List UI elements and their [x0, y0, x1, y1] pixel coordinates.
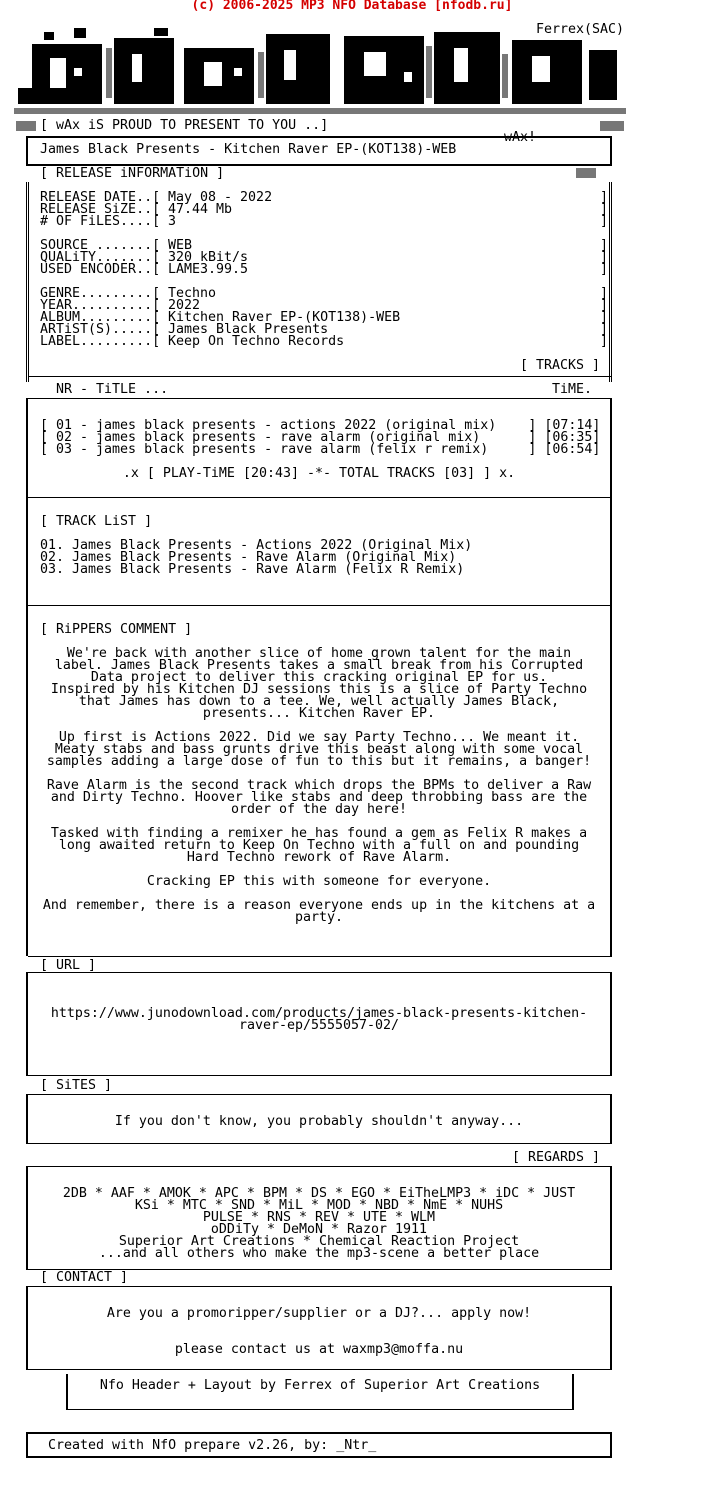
track-list-heading: [ TRACK LiST ]	[40, 514, 153, 529]
comment-heading: [ RiPPERS COMMENT ]	[40, 622, 193, 637]
release-info-bracket: ]	[600, 214, 609, 229]
release-info-label: RELEASE SiZE..[	[40, 202, 161, 217]
release-info-corner	[576, 168, 596, 178]
contact-box	[26, 1286, 612, 1370]
comment-line: Meaty stabs and bass grunts drive this beast along with some vocal	[54, 742, 584, 757]
release-info-label: USED ENCODER..[	[40, 262, 161, 277]
track-line: [ 03 - james black presents - rave alarm (felix r remix) ] [06:54]	[40, 442, 601, 457]
tracks-divider	[28, 376, 612, 377]
track-line: [ 01 - james black presents - actions 2022 (original mix) ] [07:14]	[40, 418, 601, 433]
release-info-bracket: ]	[600, 322, 609, 337]
tracks-summary: .x [ PLAY-TiME [20:43] -*- TOTAL TRACKS [03] ] x.	[122, 466, 516, 481]
release-info-value: James Black Presents	[168, 322, 329, 337]
tracks-heading: [ TRACKS ]	[520, 358, 601, 373]
release-info-label: ARTiST(S).....[	[40, 322, 161, 337]
regards-line: oDDiTy * DeMoN * Razor 1911	[210, 1222, 428, 1237]
contact-email[interactable]: please contact us at waxmp3@moffa.nu	[174, 1342, 464, 1357]
release-info-value: May 08 - 2022	[168, 190, 273, 205]
presents-bar-left	[16, 121, 36, 131]
comment-line: label. James Black Presents takes a small break from his Corrupted	[54, 658, 584, 673]
comment-line: and Dirty Techno. Hoover like stabs and deep throbbing bass are the	[50, 790, 588, 805]
url-line[interactable]: https://www.junodownload.com/products/james-black-presents-kitchen-	[50, 1006, 588, 1021]
comment-line: We're back with another slice of home grown talent for the main	[66, 646, 572, 661]
artist-tag: Ferrex(SAC)	[536, 22, 625, 37]
contact-heading: [ CONTACT ]	[40, 1270, 129, 1285]
release-info-bracket: ]	[600, 298, 609, 313]
comment-line: presents... Kitchen Raver EP.	[202, 706, 436, 721]
comment-line: long awaited return to Keep On Techno with a full on and pounding	[58, 838, 580, 853]
comment-line: Tasked with finding a remixer he has found a gem as Felix R makes a	[50, 826, 588, 841]
comment-line: Data project to deliver this cracking original EP for us.	[90, 670, 548, 685]
comment-divider	[28, 956, 612, 957]
sites-heading: [ SiTES ]	[40, 1078, 113, 1093]
release-info-label: YEAR..........[	[40, 298, 161, 313]
comment-line: Hard Techno rework of Rave Alarm.	[186, 850, 452, 865]
release-info-bracket: ]	[600, 334, 609, 349]
release-info-bracket: ]	[600, 310, 609, 325]
tracks-col-nr: NR - TiTLE ...	[56, 382, 169, 397]
release-info-bracket: ]	[600, 202, 609, 217]
release-info-label: GENRE.........[	[40, 286, 161, 301]
release-info-label: SOURCE .......[	[40, 238, 161, 253]
sites-text: If you don't know, you probably shouldn't anyway...	[114, 1114, 524, 1129]
comment-line: Inspired by his Kitchen DJ sessions this is a slice of Party Techno	[50, 682, 588, 697]
regards-heading: [ REGARDS ]	[512, 1150, 601, 1165]
regards-line: PULSE * RNS * REV * UTE * WLM	[202, 1210, 436, 1225]
release-info-label: LABEL.........[	[40, 334, 161, 349]
regards-line: Superior Art Creations * Chemical Reaction Project	[118, 1234, 520, 1249]
release-info-label: # OF FiLES....[	[40, 214, 161, 229]
group-tag: wAx!	[504, 130, 537, 145]
track-line: [ 02 - james black presents - rave alarm (original mix) ] [06:35]	[40, 430, 601, 445]
comment-line: Cracking EP this with someone for everyone.	[146, 874, 492, 889]
tracks-col-time: TiME.	[552, 382, 593, 397]
presents-line: [ wAx iS PROUD TO PRESENT TO YOU ..]	[40, 118, 329, 133]
release-info-bracket: ]	[600, 286, 609, 301]
release-info-bracket: ]	[600, 262, 609, 277]
comment-line: that James has down to a tee. We, well actually James Black,	[78, 694, 560, 709]
layout-credit: Nfo Header + Layout by Ferrex of Superior Art Creations	[99, 1378, 541, 1393]
release-info-label: QUALiTY.......[	[40, 250, 161, 265]
track-list-item: 01. James Black Presents - Actions 2022 (Original Mix)	[40, 538, 473, 553]
comment-line: Up first is Actions 2022. Did we say Party Techno... We meant it.	[58, 730, 580, 745]
footer-text: Created with NfO prepare v2.26, by: _Ntr_	[48, 1438, 377, 1453]
regards-line: KSi * MTC * SND * MiL * MOD * NBD * NmE * NUHS	[134, 1198, 504, 1213]
comment-line: Rave Alarm is the second track which drops the BPMs to deliver a Raw	[46, 778, 592, 793]
release-title: James Black Presents - Kitchen Raver EP-(KOT138)-WEB	[40, 142, 457, 157]
release-info-value: 47.44 Mb	[168, 202, 233, 217]
track-list-item: 02. James Black Presents - Rave Alarm (Original Mix)	[40, 550, 457, 565]
regards-line: 2DB * AAF * AMOK * APC * BPM * DS * EGO * EiTheLMP3 * iDC * JUST	[62, 1186, 576, 1201]
release-info-heading: [ RELEASE iNFORMATiON ]	[40, 166, 225, 181]
comment-line: And remember, there is a reason everyone ends up in the kitchens at a	[42, 898, 596, 913]
presents-bar-right	[600, 121, 624, 131]
comment-line: samples adding a large dose of fun to this but it remains, a banger!	[46, 754, 592, 769]
contact-line: Are you a promoripper/supplier or a DJ?... apply now!	[106, 1306, 532, 1321]
comment-line: party.	[294, 910, 344, 925]
release-info-value: Kitchen Raver EP-(KOT138)-WEB	[168, 310, 401, 325]
release-info-value: WEB	[168, 238, 193, 253]
release-info-value: 3	[168, 214, 177, 229]
release-info-label: RELEASE DATE..[	[40, 190, 161, 205]
release-info-value: 2022	[168, 298, 201, 313]
release-info-bracket: ]	[600, 238, 609, 253]
release-info-value: Keep On Techno Records	[168, 334, 345, 349]
wax-logo-art	[14, 28, 626, 120]
track-list-item: 03. James Black Presents - Rave Alarm (Felix R Remix)	[40, 562, 465, 577]
release-info-value: 320 kBit/s	[168, 250, 249, 265]
wax-logo	[14, 28, 626, 120]
url-heading: [ URL ]	[40, 958, 97, 973]
release-info-value: LAME3.99.5	[168, 262, 249, 277]
site-credit: (c) 2006-2025 MP3 NFO Database [nfodb.ru]	[191, 0, 513, 13]
regards-line: ...and all others who make the mp3-scene a better place	[98, 1246, 540, 1261]
release-info-label: ALBUM.........[	[40, 310, 161, 325]
release-info-bracket: ]	[600, 190, 609, 205]
release-info-bracket: ]	[600, 250, 609, 265]
url-line[interactable]: raver-ep/5555057-02/	[238, 1018, 400, 1033]
comment-line: order of the day here!	[230, 802, 408, 817]
release-info-value: Techno	[168, 286, 217, 301]
